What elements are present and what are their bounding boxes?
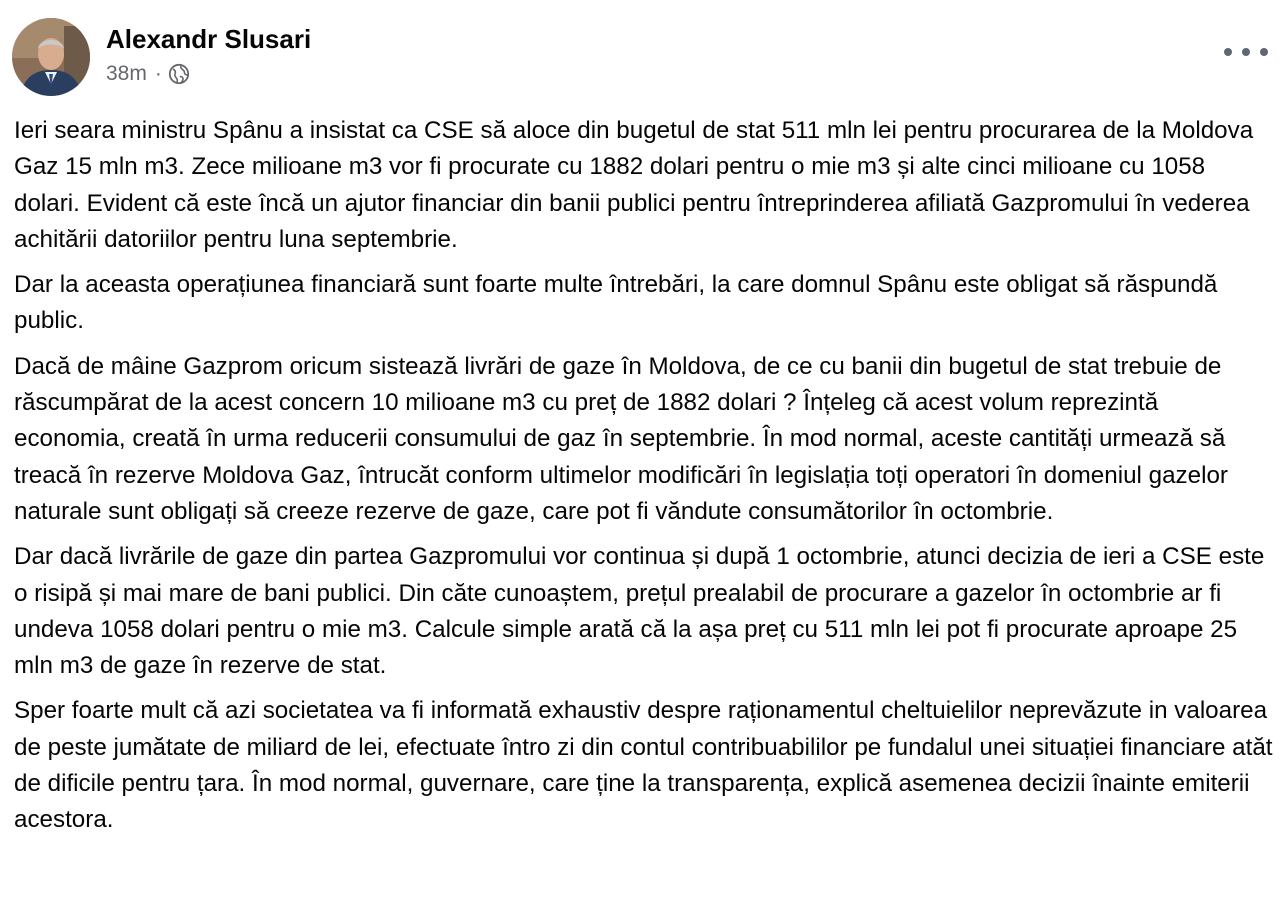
more-options-icon[interactable] xyxy=(1224,40,1268,64)
post-header xyxy=(12,18,1268,98)
more-dot xyxy=(1260,48,1268,56)
author-avatar[interactable] xyxy=(12,18,90,96)
post-paragraph: Dar la aceasta operațiunea financiară sunt foarte multe întrebări, la care domnul Spânu este obligat să răspundă public. xyxy=(14,271,1218,335)
more-dot xyxy=(1242,48,1250,56)
more-dot xyxy=(1224,48,1232,56)
post-text xyxy=(14,113,1276,848)
post-meta xyxy=(106,60,190,88)
meta-separator: · xyxy=(154,62,162,85)
post-paragraph: Dacă de mâine Gazprom oricum sistează livrări de gaze în Moldova, de ce cu banii din bugetul de stat trebuie de răscumpărat de la acest concern 10 milioane m3 cu preț de 1882 dolari ? Înțeleg că acest volum reprezintă economia, creată în urma reducerii consumului de gaz în septembrie. În mod normal, aceste cantități urmează să treacă în rezerve Moldova Gaz, întrucăt conform ultimelor modificări în legislația toți operatori în domeniul gazelor naturale sunt obligați să creeze rezerve de gaze, care pot fi văndute consumătorilor în octombrie. xyxy=(14,352,1228,525)
post-timestamp[interactable]: 38m xyxy=(106,62,147,85)
avatar-photo xyxy=(12,18,90,96)
post-paragraph: Dar dacă livrările de gaze din partea Gazpromului vor continua și după 1 octombrie, atunci decizia de ieri a CSE este o risipă și mai mare de bani publici. Din căte cunoaștem, prețul prealabil de procurare a gazelor în octombrie ar fi undeva 1058 dolari pentru o mie m3. Calcule simple arată că la așa preț cu 511 mln lei pot fi procurate aproape 25 mln m3 de gaze în rezerve de stat. xyxy=(14,543,1265,680)
author-name[interactable]: Alexandr Slusari xyxy=(106,24,312,54)
globe-icon[interactable] xyxy=(168,63,190,85)
post-paragraph: Sper foarte mult că azi societatea va fi informată exhaustiv despre raționamentul cheltuielilor neprevăzute in valoarea de peste jumătate de miliard de lei, efectuate întro zi din contul contribuabililor pe fundalul unei situației financiare atăt de dificile pentru țara. În mod normal, guvernare, care ține la transparența, explică asemenea decizii înainte emiterii acestora. xyxy=(14,697,1273,834)
post-paragraph: Ieri seara ministru Spânu a insistat ca CSE să aloce din bugetul de stat 511 mln lei pentru procurarea de la Moldova Gaz 15 mln m3. Zece milioane m3 vor fi procurate cu 1882 dolari pentru o mie m3 și alte cinci milioane cu 1058 dolari. Evident că este încă un ajutor financiar din banii publici pentru întreprinderea afiliată Gazpromului în vederea achitării datoriilor pentru luna septembrie. xyxy=(14,117,1254,253)
